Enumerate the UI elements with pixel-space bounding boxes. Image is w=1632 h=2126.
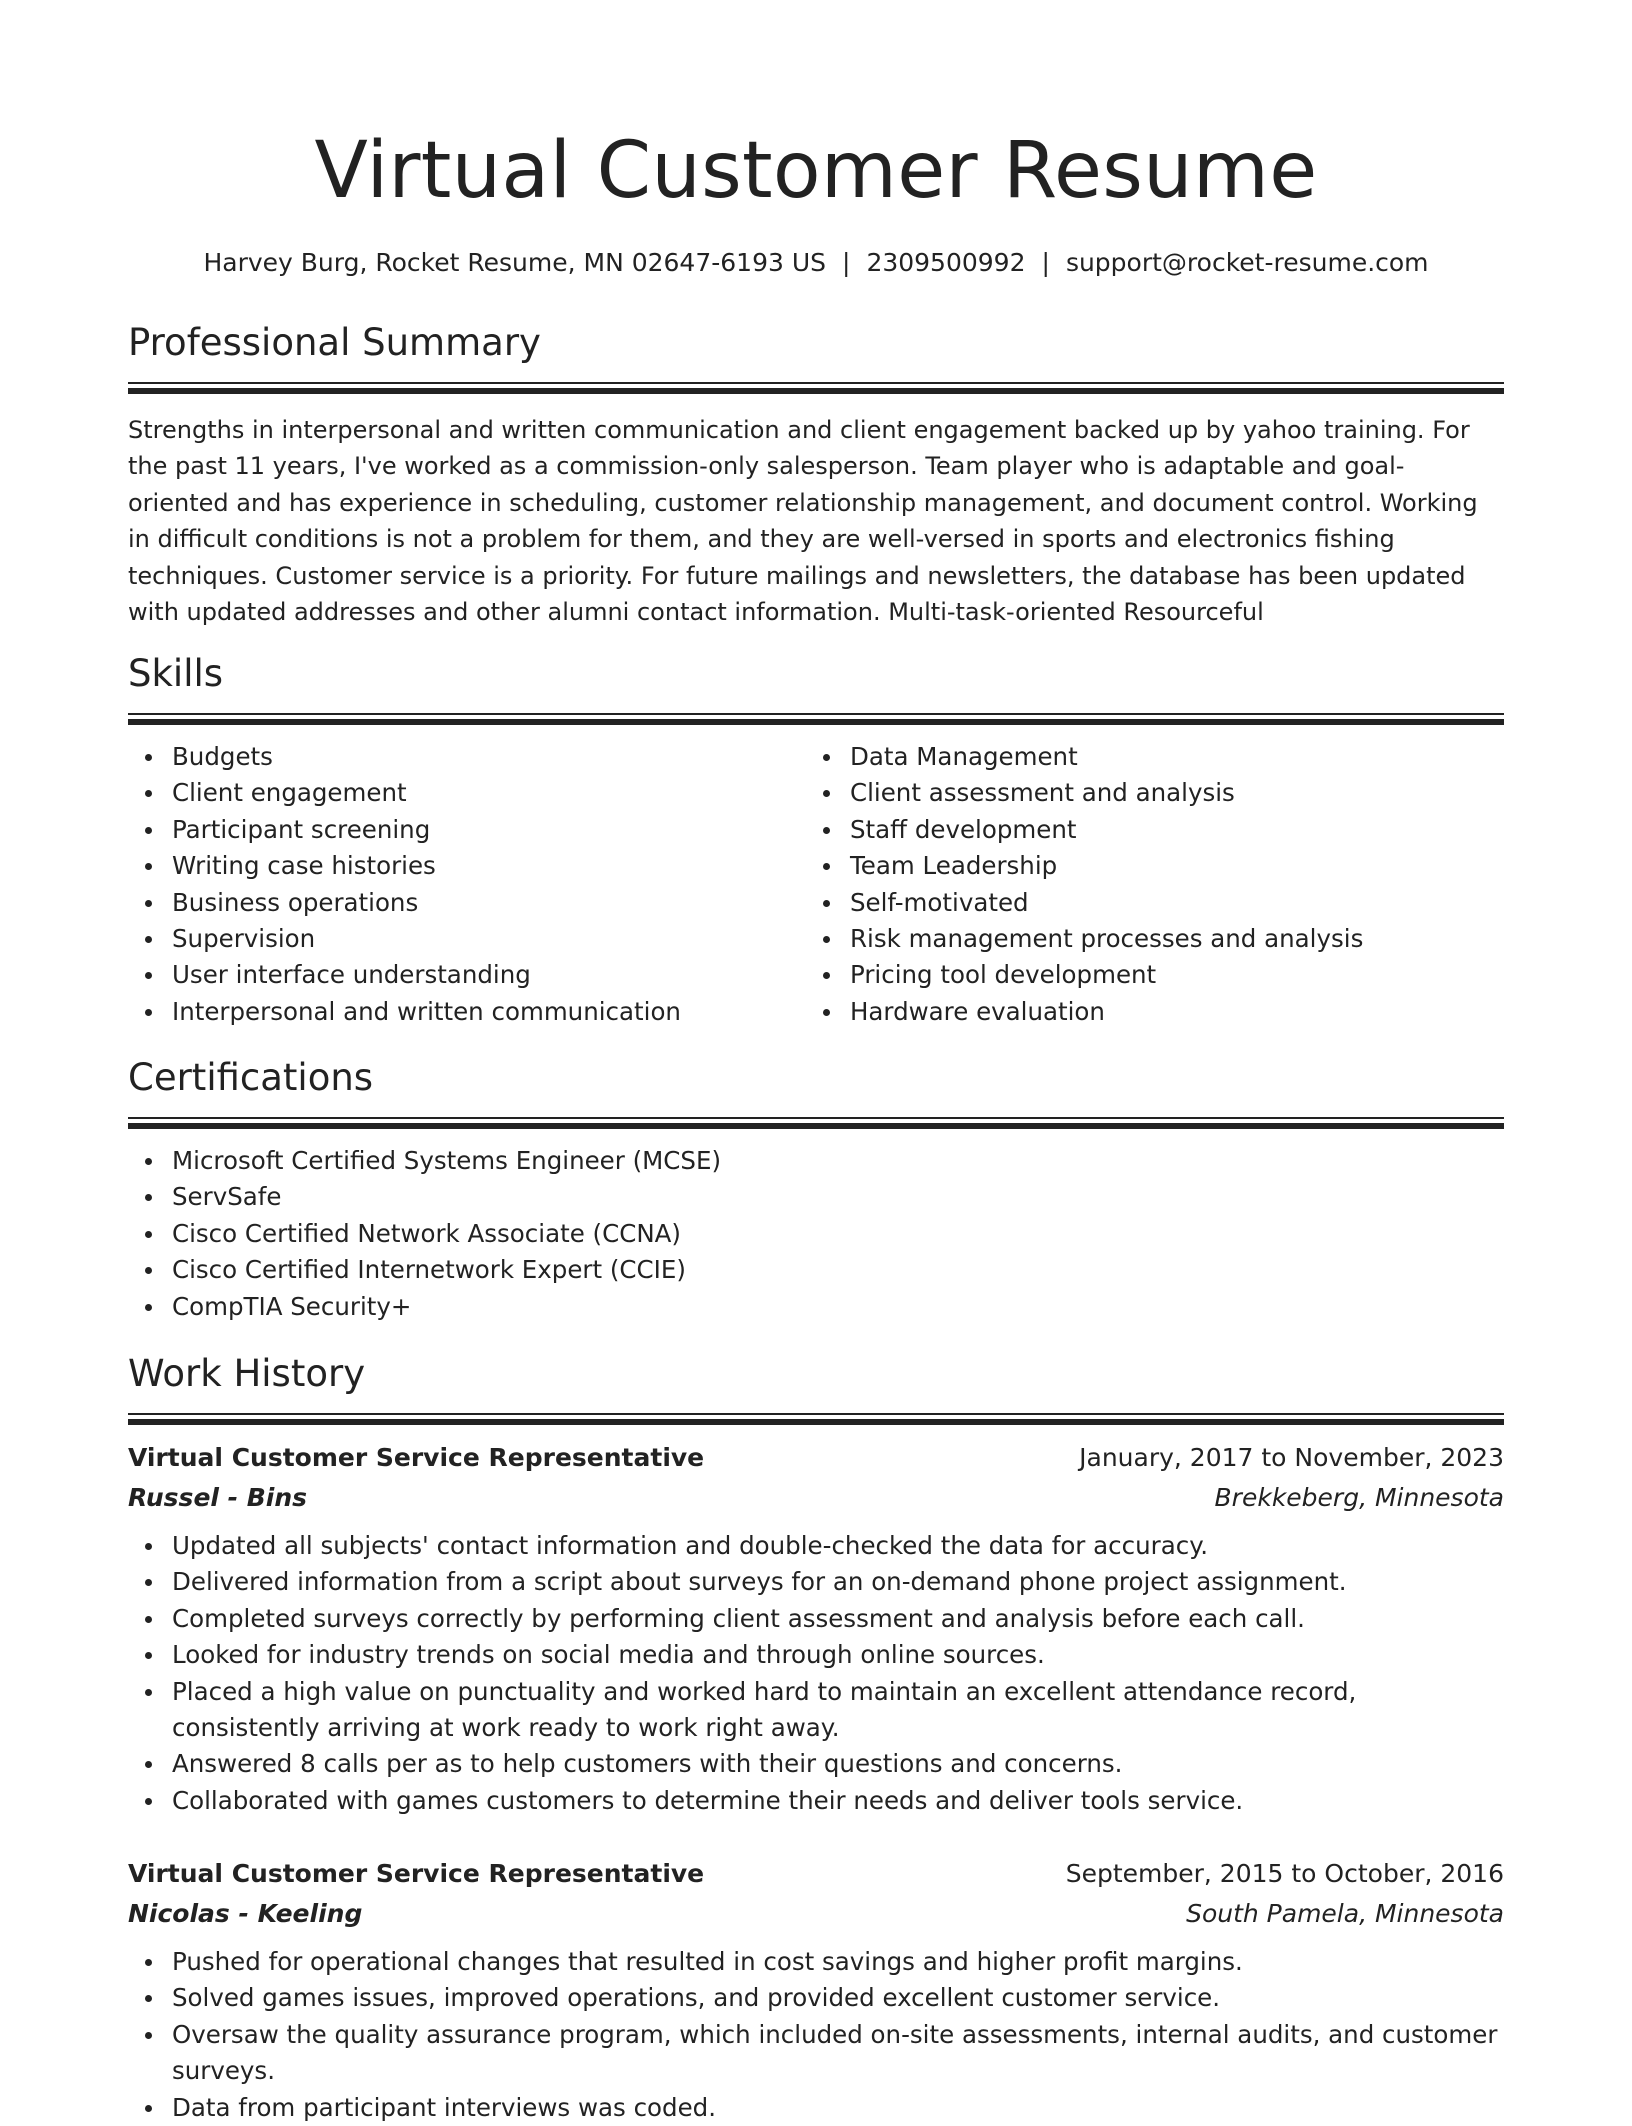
- section-divider: [128, 1117, 1504, 1119]
- skill-item: Staff development: [806, 812, 1484, 848]
- certification-item: Microsoft Certified Systems Engineer (MCSE): [128, 1143, 1504, 1179]
- skills-list-left: [128, 739, 806, 1030]
- skills-section: [128, 649, 1504, 1030]
- contact-line: [128, 246, 1504, 280]
- job-dates: September, 2015 to October, 2016: [1065, 1859, 1504, 1888]
- skill-item: Risk management processes and analysis: [806, 921, 1484, 957]
- contact-address: Harvey Burg, Rocket Resume, MN 02647-6193 US: [203, 248, 826, 277]
- certification-item: Cisco Certified Network Associate (CCNA): [128, 1216, 1504, 1252]
- contact-phone: 2309500992: [866, 248, 1026, 277]
- section-divider: [128, 382, 1504, 384]
- job-duties-list: [128, 1944, 1504, 2126]
- job-duty-item: Looked for industry trends on social media and through online sources.: [128, 1637, 1504, 1673]
- summary-section: [128, 318, 1504, 630]
- resume-title: Virtual Customer Resume: [314, 126, 1318, 216]
- job-entry: [128, 1854, 1504, 2126]
- job-duty-item: Completed surveys correctly by performing client assessment and analysis before each call.: [128, 1601, 1504, 1637]
- skill-item: Team Leadership: [806, 848, 1484, 884]
- contact-email: support@rocket-resume.com: [1065, 248, 1429, 277]
- certification-item: CompTIA Security+: [128, 1289, 1504, 1325]
- job-header: [128, 1438, 1504, 1478]
- skill-item: Supervision: [128, 921, 806, 957]
- skill-item: Hardware evaluation: [806, 994, 1484, 1030]
- job-dates: January, 2017 to November, 2023: [1079, 1443, 1504, 1472]
- job-location: Brekkeberg, Minnesota: [1214, 1483, 1504, 1512]
- job-entry: [128, 1438, 1504, 1819]
- work-section: [128, 1349, 1504, 1415]
- certifications-list: [128, 1143, 1504, 1325]
- job-company: Nicolas - Keeling: [128, 1899, 363, 1928]
- job-subheader: [128, 1894, 1504, 1934]
- skill-item: Data Management: [806, 739, 1484, 775]
- certifications-heading: Certifications: [128, 1056, 374, 1099]
- certification-item: ServSafe: [128, 1179, 1504, 1215]
- skill-item: Self-motivated: [806, 885, 1484, 921]
- section-divider: [128, 713, 1504, 715]
- job-duty-item: Collaborated with games customers to determine their needs and deliver tools service.: [128, 1783, 1504, 1819]
- contact-separator: |: [1041, 248, 1050, 277]
- resume-page: [128, 0, 1504, 2122]
- job-header: [128, 1854, 1504, 1894]
- job-company: Russel - Bins: [128, 1483, 308, 1512]
- certifications-section: [128, 1053, 1504, 1325]
- summary-heading: Professional Summary: [128, 321, 541, 364]
- certification-item: Cisco Certified Internetwork Expert (CCIE): [128, 1252, 1504, 1288]
- skill-item: Participant screening: [128, 812, 806, 848]
- job-duty-item: Pushed for operational changes that resulted in cost savings and higher profit margins.: [128, 1944, 1504, 1980]
- job-duty-item: Data from participant interviews was coded.: [128, 2090, 1504, 2126]
- job-duty-item: Oversaw the quality assurance program, which included on-site assessments, internal audits, and customer surveys.: [128, 2017, 1504, 2090]
- section-divider: [128, 1413, 1504, 1415]
- job-duty-item: Placed a high value on punctuality and worked hard to maintain an excellent attendance record, consistently arriving at work ready to work right away.: [128, 1674, 1504, 1747]
- skill-item: Client engagement: [128, 775, 806, 811]
- job-duty-item: Answered 8 calls per as to help customers with their questions and concerns.: [128, 1746, 1504, 1782]
- skill-item: Client assessment and analysis: [806, 775, 1484, 811]
- skill-item: Interpersonal and written communication: [128, 994, 806, 1030]
- job-duty-item: Updated all subjects' contact information and double-checked the data for accuracy.: [128, 1528, 1504, 1564]
- job-title: Virtual Customer Service Representative: [128, 1859, 705, 1888]
- job-location: South Pamela, Minnesota: [1186, 1899, 1504, 1928]
- job-subheader: [128, 1478, 1504, 1518]
- skills-grid: [128, 739, 1504, 1030]
- skill-item: Budgets: [128, 739, 806, 775]
- skill-item: User interface understanding: [128, 957, 806, 993]
- job-duty-item: Delivered information from a script about surveys for an on-demand phone project assignment.: [128, 1564, 1504, 1600]
- job-duties-list: [128, 1528, 1504, 1819]
- summary-text: Strengths in interpersonal and written communication and client engagement backed up by yahoo training. For the past 11 years, I've worked as a commission-only salesperson. Team player who is adaptable and goal-oriented and has experience in scheduling, customer relationship management, and document control. Working in difficult conditions is not a problem for them, and they are well-versed in sports and electronics fishing techniques. Customer service is a priority. For future mailings and newsletters, the database has been updated with updated addresses and other alumni contact information. Multi-task-oriented Resourceful: [128, 416, 1478, 627]
- job-duty-item: Solved games issues, improved operations, and provided excellent customer service.: [128, 1980, 1504, 2016]
- skill-item: Pricing tool development: [806, 957, 1484, 993]
- skills-list-right: [806, 739, 1484, 1030]
- skill-item: Business operations: [128, 885, 806, 921]
- skill-item: Writing case histories: [128, 848, 806, 884]
- job-title: Virtual Customer Service Representative: [128, 1443, 705, 1472]
- contact-separator: |: [842, 248, 851, 277]
- skills-heading: Skills: [128, 652, 224, 695]
- work-heading: Work History: [128, 1352, 366, 1395]
